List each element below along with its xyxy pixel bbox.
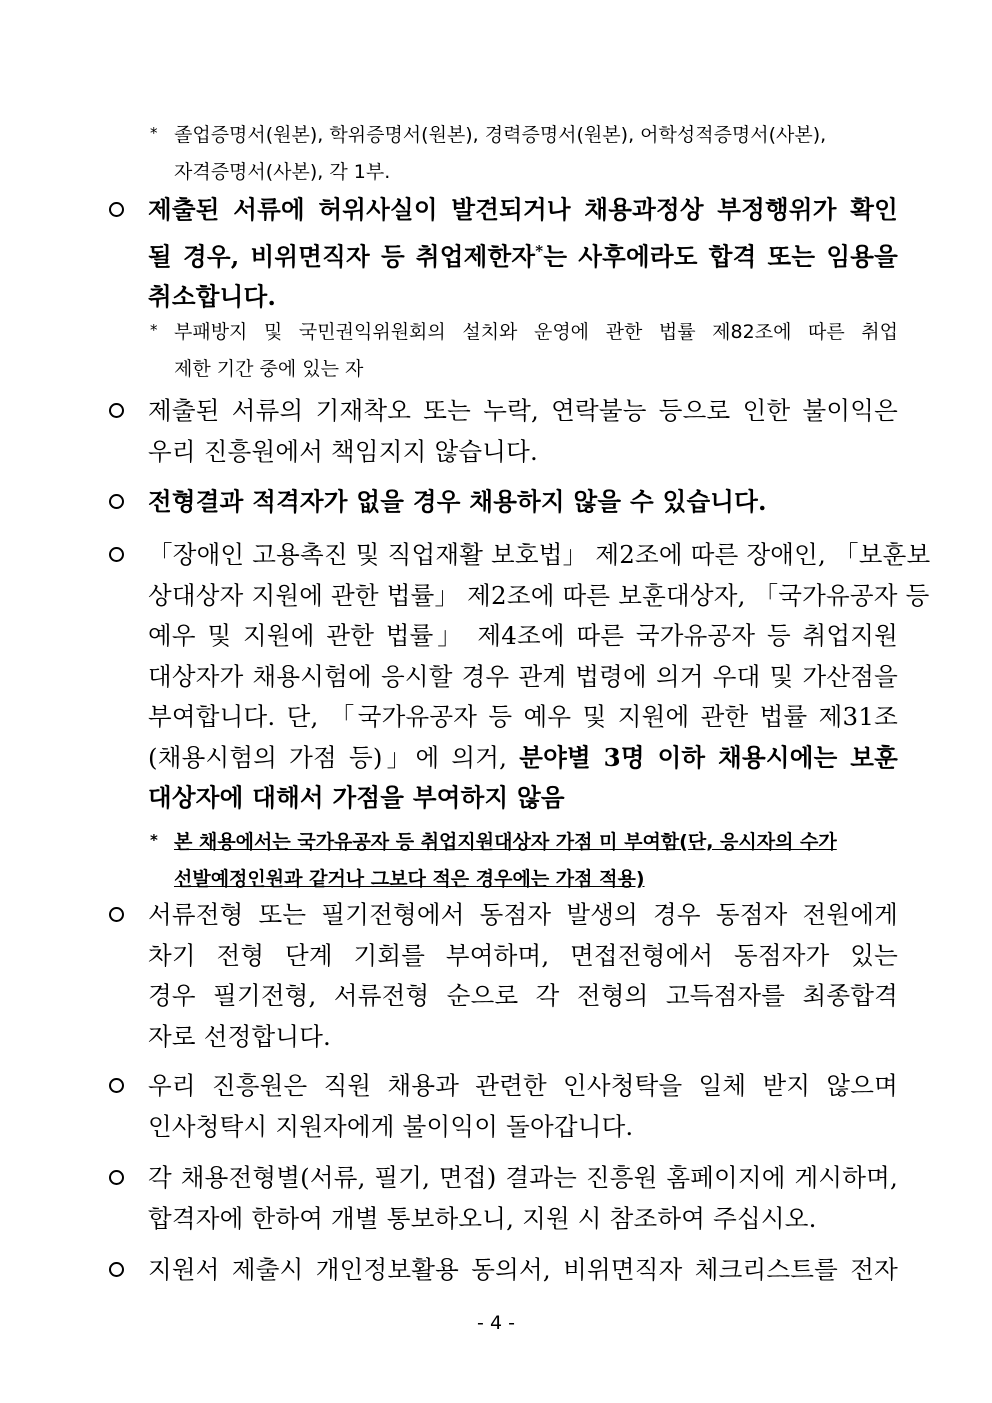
circle-bullet-icon [108,1250,132,1290]
bullet-item-no-solicitation: 우리 진흥원은 직원 채용과 관련한 인사청탁을 일체 받지 않으며 인사청탁시 지원자에게 불이익이 돌아갑니다. [108,1066,898,1147]
circle-bullet-icon [108,895,132,935]
bullet-item-no-qualified: 전형결과 적격자가 없을 경우 채용하지 않을 수 있습니다. [108,482,898,523]
circle-bullet-icon [108,535,132,575]
asterisk-marker: * [150,831,158,849]
asterisk-marker: * [150,124,158,142]
circle-bullet-icon [108,1066,132,1106]
bullet-item-entry-errors: 제출된 서류의 기재착오 또는 누락, 연락불능 등으로 인한 불이익은 우리 진흥원에서 책임지지 않습니다. [108,391,898,472]
circle-bullet-icon [108,482,132,522]
bullet-item-results-notice: 각 채용전형별(서류, 필기, 면접) 결과는 진흥원 홈페이지에 게시하며, 합격자에 한하여 개별 통보하오니, 지원 시 참조하여 주십시오. [108,1158,898,1239]
circle-bullet-icon [108,391,132,431]
footnote-employment-restriction: * 부패방지 및 국민권익위원회의 설치와 운영에 관한 법률 제82조에 따른 취업 제한 기간 중에 있는 자 [150,312,898,388]
bullet-item-veteran-bonus: 「장애인 고용촉진 및 직업재활 보호법」 제2조에 따른 장애인, 「보훈보 상대상자 지원에 관한 법률」 제2조에 따른 보훈대상자, 「국가유공자 등 예우 및 지원에 관한 법률」 제4조에 따른 국가유공자 등 취업지원 대상자가 채용시험에 응시할 경우 관계 법령에 의거 우대 및 가산점을 부여합니다. 단, 「국가유공자 등 예우 및 지원에 관한 법률 제31조 (채용시험의 가점 등)」에 의거, 분야별 3명 이하 채용시에는 보훈 대상자에 대해서 가점을 부여하지 않음 [108,535,898,819]
bullet-item-false-documents: 제출된 서류에 허위사실이 발견되거나 채용과정상 부정행위가 확인 될 경우, 비위면직자 등 취업제한자*는 사후에라도 합격 또는 임용을 취소합니다. [108,190,898,318]
circle-bullet-icon [108,1158,132,1198]
asterisk-marker: * [150,321,158,339]
circle-bullet-icon [108,190,132,230]
footnote-required-documents: * 졸업증명서(원본), 학위증명서(원본), 경력증명서(원본), 어학성적증명서(사본), 자격증명서(사본), 각 1부. [150,115,898,191]
footnote-no-bonus-points: * 본 채용에서는 국가유공자 등 취업지원대상자 가점 미 부여함(단, 응시자의 수가 선발예정인원과 같거나 그보다 적은 경우에는 가점 적용) [150,822,898,898]
bullet-item-tie-rule: 서류전형 또는 필기전형에서 동점자 발생의 경우 동점자 전원에게 차기 전형 단계 기회를 부여하며, 면접전형에서 동점자가 있는 경우 필기전형, 서류전형 순으로 각 전형의 고득점자를 최종합격 자로 선정합니다. [108,895,898,1057]
bullet-item-consent-forms: 지원서 제출시 개인정보활용 동의서, 비위면직자 체크리스트를 전자 [108,1250,898,1291]
page-number: - 4 - [477,1312,515,1334]
